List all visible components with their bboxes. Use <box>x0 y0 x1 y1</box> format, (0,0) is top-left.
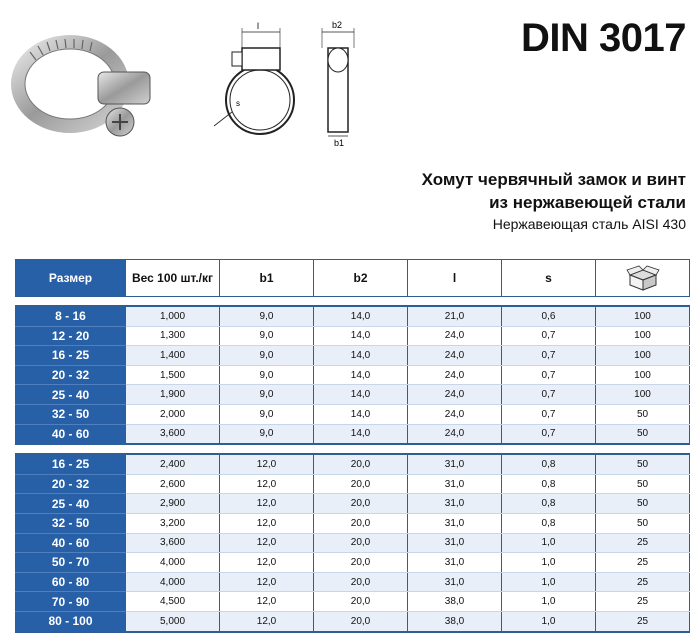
value-cell: 21,0 <box>408 306 502 326</box>
value-cell: 0,7 <box>502 404 596 424</box>
group-spacer <box>16 297 690 307</box>
table-row <box>16 533 690 553</box>
value-cell: 0,7 <box>502 385 596 405</box>
value-cell: 12,0 <box>220 494 314 514</box>
value-cell: 31,0 <box>408 553 502 573</box>
value-cell: 2,400 <box>126 454 220 474</box>
value-cell: 0,7 <box>502 365 596 385</box>
value-cell: 24,0 <box>408 424 502 444</box>
subtitle-line2: из нержавеющей стали <box>489 193 686 212</box>
value-cell: 20,0 <box>314 611 408 631</box>
value-cell: 31,0 <box>408 474 502 494</box>
dim-l-label: l <box>257 21 259 31</box>
value-cell: 12,0 <box>220 592 314 612</box>
value-cell: 50 <box>596 454 690 474</box>
table-row <box>16 424 690 444</box>
value-cell: 50 <box>596 513 690 533</box>
value-cell: 38,0 <box>408 611 502 631</box>
value-cell: 31,0 <box>408 572 502 592</box>
value-cell: 20,0 <box>314 533 408 553</box>
value-cell: 14,0 <box>314 326 408 346</box>
value-cell: 1,0 <box>502 592 596 612</box>
value-cell: 4,500 <box>126 592 220 612</box>
value-cell: 0,8 <box>502 474 596 494</box>
value-cell: 24,0 <box>408 404 502 424</box>
value-cell: 14,0 <box>314 346 408 366</box>
value-cell: 2,000 <box>126 404 220 424</box>
header-b1: b1 <box>220 260 314 297</box>
material-note: Нержавеющая сталь AISI 430 <box>492 216 686 232</box>
table-row <box>16 474 690 494</box>
dim-b2-label: b2 <box>332 20 343 30</box>
value-cell: 20,0 <box>314 474 408 494</box>
table-row <box>16 385 690 405</box>
value-cell: 1,900 <box>126 385 220 405</box>
value-cell: 9,0 <box>220 385 314 405</box>
clamp-photo <box>10 12 170 142</box>
box-icon <box>626 265 660 291</box>
value-cell: 50 <box>596 404 690 424</box>
group-spacer <box>16 444 690 454</box>
value-cell: 14,0 <box>314 365 408 385</box>
size-cell: 60 - 80 <box>16 572 126 592</box>
value-cell: 25 <box>596 611 690 631</box>
value-cell: 1,0 <box>502 553 596 573</box>
value-cell: 20,0 <box>314 494 408 514</box>
table-row <box>16 572 690 592</box>
value-cell: 1,0 <box>502 572 596 592</box>
value-cell: 38,0 <box>408 592 502 612</box>
value-cell: 1,400 <box>126 346 220 366</box>
table-row <box>16 326 690 346</box>
value-cell: 9,0 <box>220 306 314 326</box>
size-cell: 25 - 40 <box>16 385 126 405</box>
table-row <box>16 592 690 612</box>
value-cell: 12,0 <box>220 513 314 533</box>
value-cell: 25 <box>596 592 690 612</box>
size-cell: 50 - 70 <box>16 553 126 573</box>
value-cell: 20,0 <box>314 513 408 533</box>
value-cell: 1,500 <box>126 365 220 385</box>
value-cell: 12,0 <box>220 533 314 553</box>
value-cell: 100 <box>596 385 690 405</box>
size-cell: 32 - 50 <box>16 404 126 424</box>
table-row <box>16 454 690 474</box>
value-cell: 31,0 <box>408 533 502 553</box>
value-cell: 25 <box>596 553 690 573</box>
value-cell: 4,000 <box>126 572 220 592</box>
table-row <box>16 611 690 631</box>
value-cell: 9,0 <box>220 404 314 424</box>
value-cell: 31,0 <box>408 513 502 533</box>
header-b2: b2 <box>314 260 408 297</box>
value-cell: 14,0 <box>314 424 408 444</box>
size-cell: 40 - 60 <box>16 533 126 553</box>
table-row <box>16 494 690 514</box>
size-cell: 12 - 20 <box>16 326 126 346</box>
value-cell: 9,0 <box>220 326 314 346</box>
value-cell: 3,600 <box>126 533 220 553</box>
table-row <box>16 553 690 573</box>
value-cell: 14,0 <box>314 306 408 326</box>
value-cell: 100 <box>596 346 690 366</box>
header-size: Размер <box>16 260 126 297</box>
value-cell: 24,0 <box>408 326 502 346</box>
value-cell: 1,300 <box>126 326 220 346</box>
value-cell: 20,0 <box>314 454 408 474</box>
size-cell: 80 - 100 <box>16 611 126 631</box>
header-package <box>596 260 690 297</box>
value-cell: 0,7 <box>502 424 596 444</box>
value-cell: 0,8 <box>502 454 596 474</box>
value-cell: 12,0 <box>220 474 314 494</box>
value-cell: 100 <box>596 306 690 326</box>
value-cell: 25 <box>596 572 690 592</box>
spacer-cell <box>16 444 690 454</box>
value-cell: 31,0 <box>408 454 502 474</box>
value-cell: 0,8 <box>502 513 596 533</box>
header-l: l <box>408 260 502 297</box>
size-cell: 16 - 25 <box>16 454 126 474</box>
value-cell: 5,000 <box>126 611 220 631</box>
size-cell: 8 - 16 <box>16 306 126 326</box>
header-s: s <box>502 260 596 297</box>
value-cell: 0,6 <box>502 306 596 326</box>
table-row <box>16 365 690 385</box>
value-cell: 1,000 <box>126 306 220 326</box>
table-row <box>16 513 690 533</box>
value-cell: 12,0 <box>220 611 314 631</box>
value-cell: 14,0 <box>314 385 408 405</box>
table-row <box>16 346 690 366</box>
table-header-row <box>16 260 690 297</box>
value-cell: 0,8 <box>502 494 596 514</box>
size-cell: 16 - 25 <box>16 346 126 366</box>
dim-s-label: s <box>236 99 240 108</box>
value-cell: 24,0 <box>408 385 502 405</box>
spacer-cell <box>16 297 690 307</box>
value-cell: 2,600 <box>126 474 220 494</box>
value-cell: 4,000 <box>126 553 220 573</box>
value-cell: 9,0 <box>220 346 314 366</box>
size-cell: 25 - 40 <box>16 494 126 514</box>
size-cell: 20 - 32 <box>16 365 126 385</box>
size-cell: 32 - 50 <box>16 513 126 533</box>
value-cell: 9,0 <box>220 424 314 444</box>
value-cell: 0,7 <box>502 326 596 346</box>
value-cell: 20,0 <box>314 553 408 573</box>
page-title: DIN 3017 <box>521 16 686 60</box>
spec-table <box>15 259 690 633</box>
value-cell: 12,0 <box>220 454 314 474</box>
value-cell: 20,0 <box>314 592 408 612</box>
value-cell: 0,7 <box>502 346 596 366</box>
value-cell: 24,0 <box>408 346 502 366</box>
value-cell: 14,0 <box>314 404 408 424</box>
value-cell: 12,0 <box>220 553 314 573</box>
subtitle-line1: Хомут червячный замок и винт <box>421 170 686 189</box>
technical-drawing <box>210 8 370 148</box>
table-row <box>16 404 690 424</box>
value-cell: 24,0 <box>408 365 502 385</box>
value-cell: 25 <box>596 533 690 553</box>
value-cell: 20,0 <box>314 572 408 592</box>
table-row <box>16 306 690 326</box>
value-cell: 12,0 <box>220 572 314 592</box>
dim-b1-label: b1 <box>334 138 345 148</box>
value-cell: 1,0 <box>502 533 596 553</box>
value-cell: 50 <box>596 424 690 444</box>
value-cell: 31,0 <box>408 494 502 514</box>
value-cell: 1,0 <box>502 611 596 631</box>
header-weight: Вес 100 шт./кг <box>126 260 220 297</box>
value-cell: 50 <box>596 494 690 514</box>
value-cell: 3,600 <box>126 424 220 444</box>
value-cell: 100 <box>596 365 690 385</box>
size-cell: 40 - 60 <box>16 424 126 444</box>
value-cell: 2,900 <box>126 494 220 514</box>
size-cell: 20 - 32 <box>16 474 126 494</box>
size-cell: 70 - 90 <box>16 592 126 612</box>
value-cell: 100 <box>596 326 690 346</box>
value-cell: 9,0 <box>220 365 314 385</box>
value-cell: 50 <box>596 474 690 494</box>
value-cell: 3,200 <box>126 513 220 533</box>
